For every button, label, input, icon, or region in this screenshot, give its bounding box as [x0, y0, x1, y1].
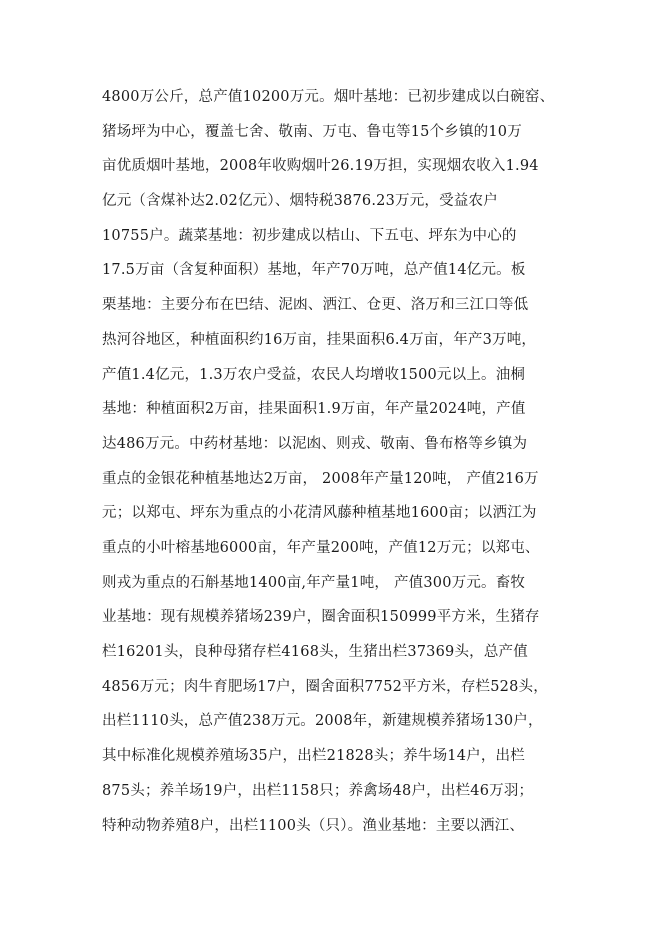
text-line: 重点的小叶榕基地6000亩，年产量200吨，产值12万元；以郑屯、: [102, 540, 540, 556]
text-line: 875头；养羊场19户，出栏1158只；养禽场48户，出栏46万羽；: [102, 783, 534, 799]
text-line: 猪场坪为中心，覆盖七舍、敬南、万屯、鲁屯等15个乡镇的10万: [102, 124, 522, 140]
text-line: 基地：种植面积2万亩，挂果面积1.9万亩，年产量2024吨，产值: [102, 401, 526, 417]
text-line: 亿元（含煤补达2.02亿元）、烟特税3876.23万元，受益农户: [102, 193, 498, 209]
text-line: 元；以郑屯、坪东为重点的小花清风藤种植基地1600亩；以洒江为: [102, 505, 537, 521]
text-line: 达486万元。中药材基地：以泥凼、则戎、敬南、鲁布格等乡镇为: [102, 436, 528, 452]
text-line: 特种动物养殖8户，出栏1100头（只）。渔业基地：主要以洒江、: [102, 818, 525, 834]
text-line: 业基地：现有规模养猪场239户，圈舍面积150999平方米，生猪存: [102, 609, 540, 625]
text-line: 其中标准化规模养殖场35户，出栏21828头；养牛场14户，出栏: [102, 748, 525, 764]
text-line: 亩优质烟叶基地，2008年收购烟叶26.19万担，实现烟农收入1.94: [102, 158, 539, 174]
text-line: 4856万元；肉牛育肥场17户，圈舍面积7752平方米，存栏528头，: [102, 679, 548, 695]
text-line: 重点的金银花种植基地达2万亩， 2008年产量120吨， 产值216万: [102, 471, 539, 487]
text-line: 热河谷地区，种植面积约16万亩，挂果面积6.4万亩，年产3万吨，: [102, 332, 537, 348]
text-line: 4800万公斤，总产值10200万元。烟叶基地：已初步建成以白碗窑、: [102, 89, 555, 105]
text-line: 17.5万亩（含复种面积）基地，年产70万吨，总产值14亿元。板: [102, 262, 526, 278]
text-line: 栗基地：主要分布在巴结、泥凼、洒江、仓更、洛万和三江口等低: [102, 297, 529, 313]
text-line: 产值1.4亿元，1.3万农户受益，农民人均增收1500元以上。油桐: [102, 367, 526, 383]
text-line: 栏16201头，良种母猪存栏4168头，生猪出栏37369头，总产值: [102, 644, 528, 660]
text-line: 则戎为重点的石斛基地1400亩,年产量1吨， 产值300万元。畜牧: [102, 575, 526, 591]
text-line: 出栏1110头，总产值238万元。2008年，新建规模养猪场130户，: [102, 713, 543, 729]
text-line: 10755户。蔬菜基地：初步建成以桔山、下五屯、坪东为中心的: [102, 228, 517, 244]
